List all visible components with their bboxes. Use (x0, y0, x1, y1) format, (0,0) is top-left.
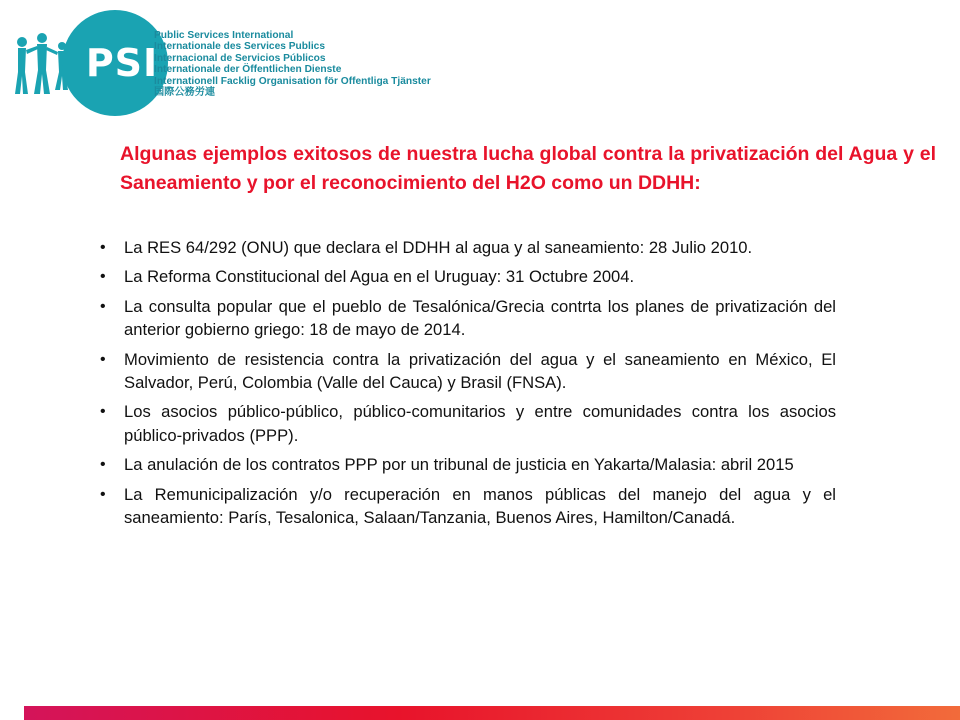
list-item-text: La Remunicipalización y/o recuperación en manos públicas del manejo del agua y el saneamiento: París, Tesalonica, Salaan/Tanzania, Buenos Aires, Hamilton/Canadá. (124, 484, 836, 528)
org-name-line: Internationale des Services Publics (154, 41, 325, 53)
list-item (100, 265, 836, 288)
psi-logo (10, 8, 430, 120)
slide-heading: Algunas ejemplos exitosos de nuestra lucha global contra la privatización del Agua y el Saneamiento y por el reconocimiento del H2O como un DDHH: (120, 143, 936, 194)
bottom-accent-bar (24, 706, 960, 720)
bullet-icon: • (100, 350, 106, 368)
bullet-icon: • (100, 297, 106, 315)
list-item-text: La consulta popular que el pueblo de Tesalónica/Grecia contrta los planes de privatización del anterior gobierno griego: 18 de mayo de 2014. (124, 296, 836, 340)
list-item-text: La Reforma Constitucional del Agua en el Uruguay: 31 Octubre 2004. (124, 267, 635, 287)
org-name-line: Public Services International (154, 30, 294, 41)
bullet-list (100, 236, 836, 535)
list-item (100, 400, 836, 447)
list-item-text: Los asocios público-público, público-comunitarios y entre comunidades contra los asocios público-privados (PPP). (124, 402, 836, 445)
list-item-text: Movimiento de resistencia contra la privatización del agua y el saneamiento en México, El Salvador, Perú, Colombia (Valle del Cauca) y Brasil (FNSA). (124, 349, 836, 393)
bullet-icon: • (100, 239, 106, 256)
list-item (100, 348, 836, 395)
list-item (100, 236, 836, 259)
list-item-text: La RES 64/292 (ONU) que declara el DDHH al agua y al saneamiento: 28 Julio 2010. (124, 238, 753, 257)
bullet-icon: • (100, 268, 106, 286)
psi-logo-circle (62, 10, 168, 116)
list-item (100, 295, 836, 342)
bullet-icon: • (100, 485, 106, 503)
list-item (100, 483, 836, 530)
org-name-line: Internacional de Servicios Públicos (154, 52, 326, 64)
psi-logo-mark: PSI (85, 41, 159, 85)
list-item-text: La anulación de los contratos PPP por un tribunal de justicia en Yakarta/Malasia: abril 2015 (124, 455, 794, 475)
org-name-line: 国際公務労連 (154, 87, 216, 99)
org-name-line: Internationale der Öffentlichen Dienste (154, 64, 342, 76)
bullet-icon: • (100, 456, 106, 474)
org-names (154, 30, 434, 98)
list-item (100, 453, 836, 476)
bullet-icon: • (100, 403, 106, 421)
org-name-line: Internationell Facklig Organisation för Offentliga Tjänster (154, 75, 431, 87)
